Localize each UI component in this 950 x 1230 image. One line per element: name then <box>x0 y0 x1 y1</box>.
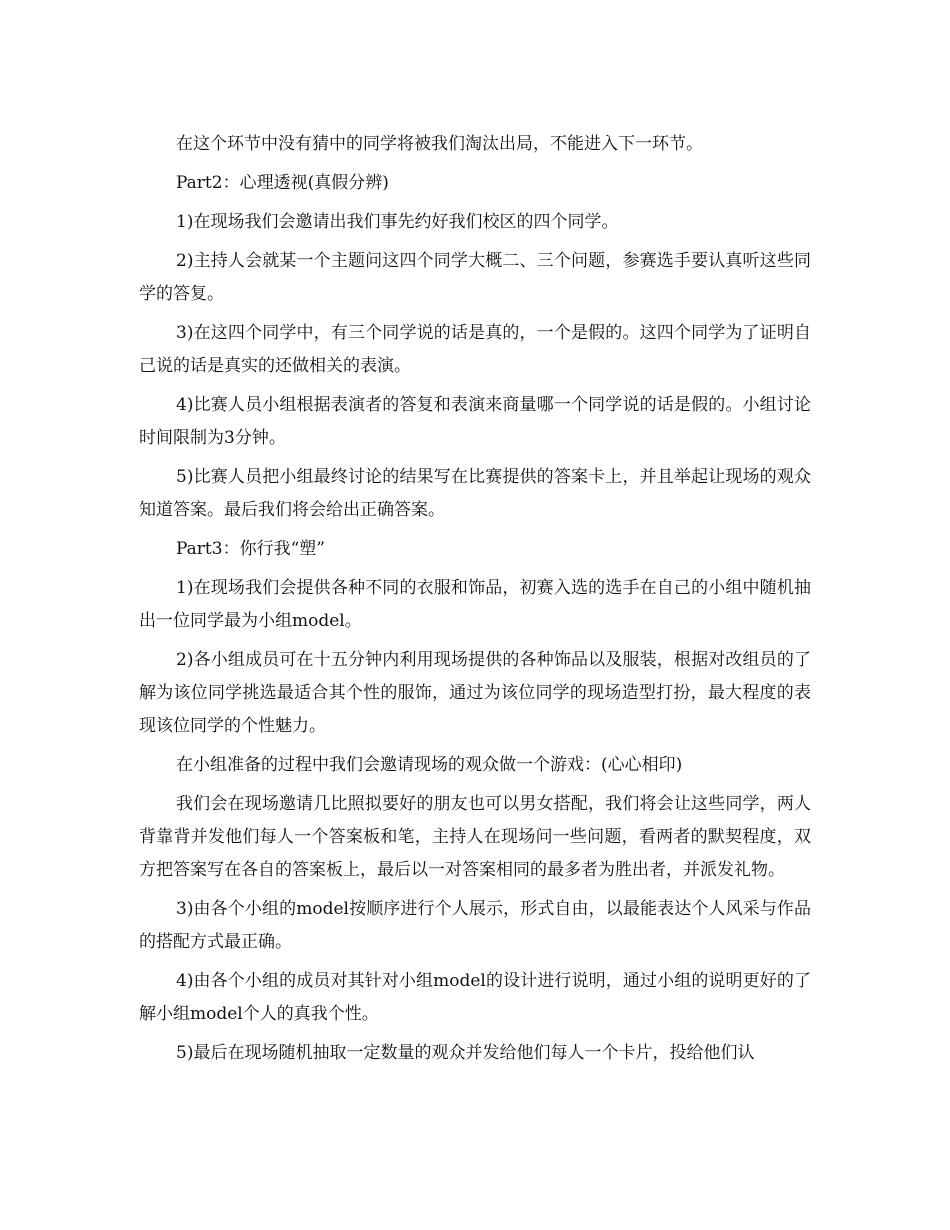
paragraph: 我们会在现场邀请几比照拟要好的朋友也可以男女搭配，我们将会让这些同学，两人背靠背并发他们每人一个答案板和笔，主持人在现场问一些问题，看两者的默契程度，双方把答案写在各自的答案板上，最后以一对答案相同的最多者为胜出者，并派发礼物。 <box>139 794 811 880</box>
section-heading-part2: Part2：心理透视(真假分辨) <box>176 173 389 193</box>
paragraph: 1)在现场我们会提供各种不同的衣服和饰品，初赛入选的选手在自己的小组中随机抽出一位同学最为小组model。 <box>139 578 811 631</box>
section-heading-part3: Part3：你行我“塑” <box>176 539 325 559</box>
paragraph: 4)由各个小组的成员对其针对小组model的设计进行说明，通过小组的说明更好的了解小组model个人的真我个性。 <box>139 971 811 1024</box>
paragraph: 2)主持人会就某一个主题问这四个同学大概二、三个问题，参赛选手要认真听这些同学的答复。 <box>139 251 811 304</box>
paragraph: 5)最后在现场随机抽取一定数量的观众并发给他们每人一个卡片，投给他们认 <box>176 1043 755 1063</box>
paragraph: 1)在现场我们会邀请出我们事先约好我们校区的四个同学。 <box>176 212 619 232</box>
paragraph: 3)由各个小组的model按顺序进行个人展示，形式自由，以最能表达个人风采与作品的搭配方式最正确。 <box>139 899 811 952</box>
paragraph: 在小组准备的过程中我们会邀请现场的观众做一个游戏：(心心相印) <box>176 755 683 775</box>
paragraph: 在这个环节中没有猜中的同学将被我们淘汰出局，不能进入下一环节。 <box>176 134 703 154</box>
paragraph: 5)比赛人员把小组最终讨论的结果写在比赛提供的答案卡上，并且举起让现场的观众知道答案。最后我们将会给出正确答案。 <box>139 467 811 520</box>
paragraph: 2)各小组成员可在十五分钟内利用现场提供的各种饰品以及服装，根据对改组员的了解为该位同学挑选最适合其个性的服饰，通过为该位同学的现场造型打扮，最大程度的表现该位同学的个性魅力。 <box>139 650 811 736</box>
paragraph: 3)在这四个同学中，有三个同学说的话是真的，一个是假的。这四个同学为了证明自己说的话是真实的还做相关的表演。 <box>139 323 811 376</box>
document-body <box>139 128 811 1076</box>
paragraph: 4)比赛人员小组根据表演者的答复和表演来商量哪一个同学说的话是假的。小组讨论时间限制为3分钟。 <box>139 395 811 448</box>
